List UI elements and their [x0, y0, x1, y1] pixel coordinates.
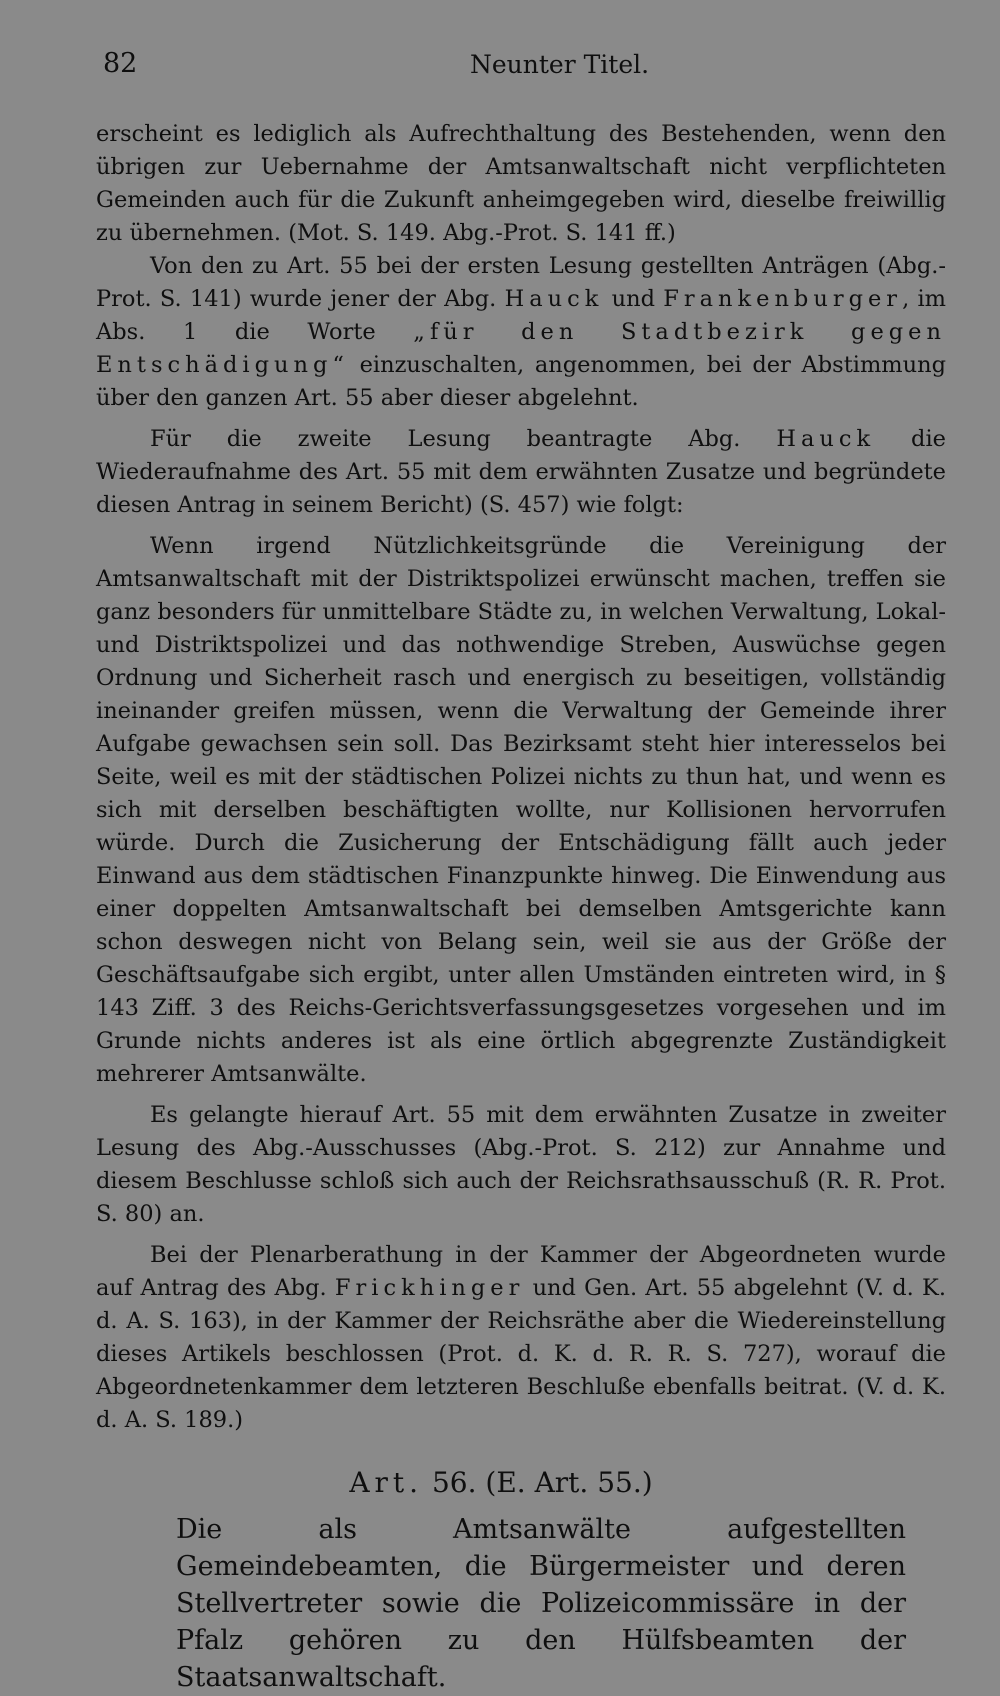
name-frickhinger: Frickhinger — [334, 1275, 525, 1301]
quoted-report: Wenn irgend Nützlichkeitsgründe die Vereinigung der Amtsanwaltschaft mit der Distriktspolizei erwünscht machen, treffen sie ganz besonders für unmittelbare Städte zu, in welchen Verwaltung, Lokal- und Distriktspolizei und das nothwendige Streben, Auswüchse gegen Ordnung und Sicherheit rasch und energisch zu beseitigen, vollständig ineinander greifen müssen, wenn die Verwaltung der Gemeinde ihrer Aufgabe gewachsen sein soll. Das Bezirksamt steht hier interesselos bei Seite, weil es mit der städtischen Polizei nichts zu thun hat, und wenn es sich mit derselben beschäftigten wollte, nur Kollisionen hervorrufen würde. Durch die Zusicherung der Entschädigung fällt auch jeder Einwand aus dem städtischen Finanzpunkte hinweg. Die Einwendung aus einer doppelten Amtsanwaltschaft bei demselben Amtsgerichte kann schon deswegen nicht von Belang sein, weil sie aus der Größe der Geschäftsaufgabe sich ergibt, unter allen Umständen eintreten wird, in § 143 Ziff. 3 des Reichs-Gerichtsverfassungsgesetzes vorgesehen und im Grunde nichts anderes ist als eine örtlich abgegrenzte Zuständigkeit mehrerer Amtsanwälte. — [96, 533, 946, 1087]
text-run: und Gen. Art. 55 abgelehnt (V. d. K. d. A. S. 163), in der Kammer der Reichsräthe aber die Wiedereinstellung dieses Artikels beschlossen (Prot. d. K. d. R. R. S. 727), worauf die Abgeordnetenkammer dem letzteren Beschluße ebenfalls beitrat. (V. d. K. d. A. S. 189.) — [96, 1275, 947, 1433]
article-text: Die als Amtsanwälte aufgestellten Gemeindebeamten, die Bürgermeister und deren Stellvertreter sowie die Polizeicommissäre in der Pfalz gehören zu den Hülfsbeamten der Staatsanwaltschaft. — [176, 1514, 906, 1693]
text-run: Für die zweite Lesung beantragte Abg. — [150, 426, 777, 452]
name-hauck: Hauck — [504, 286, 604, 312]
running-title: Neunter Titel. — [470, 50, 650, 79]
article-heading-number: 56. (E. Art. 55.) — [423, 1466, 653, 1499]
text-run: , im Abs. 1 die Worte — [96, 286, 946, 345]
text-run: Bei der Plenarberathung in der Kammer der Abgeordneten wurde auf Antrag des Abg. — [96, 1242, 946, 1301]
quoted-words: „für den Stadtbezirk gegen Entschädigung“ — [96, 319, 946, 378]
article-heading-art: Art. — [349, 1466, 424, 1499]
text-run: die Wiederaufnahme des Art. 55 mit dem erwähnten Zusatze und begründete diesen Antrag in seinem Bericht) (S. 457) wie folgt: — [96, 426, 946, 518]
page-header — [0, 48, 1000, 88]
text-run: Von den zu Art. 55 bei der ersten Lesung gestellten Anträgen (Abg.-Prot. S. 141) wurde jener der Abg. — [96, 253, 946, 312]
paragraph-second-reading — [96, 423, 946, 522]
text-run: und — [603, 286, 664, 312]
body-text — [96, 118, 946, 1696]
text-run: einzuschalten, angenommen, bei der Abstimmung über den ganzen Art. 55 aber dieser abgelehnt. — [96, 352, 946, 411]
page-number: 82 — [103, 48, 138, 79]
paragraph-continuation: erscheint es lediglich als Aufrechthaltung des Bestehenden, wenn den übrigen zur Uebernahme der Amtsanwaltschaft nicht verpflichteten Gemeinden auch für die Zukunft anheimgegeben wird, dieselbe freiwillig zu übernehmen. (Mot. S. 149. Abg.-Prot. S. 141 ff.) — [96, 121, 946, 246]
name-frankenburger: Frankenburger — [663, 286, 903, 312]
paragraph-committee: Es gelangte hierauf Art. 55 mit dem erwähnten Zusatze in zweiter Lesung des Abg.-Ausschusses (Abg.-Prot. S. 212) zur Annahme und diesem Beschlusse schloß sich auch der Reichsrathsausschuß (R. R. Prot. S. 80) an. — [96, 1102, 946, 1227]
paragraph-plenary — [96, 1239, 946, 1437]
name-hauck: Hauck — [776, 426, 876, 452]
article-heading — [96, 1463, 946, 1503]
paragraph-first-reading — [96, 250, 946, 415]
